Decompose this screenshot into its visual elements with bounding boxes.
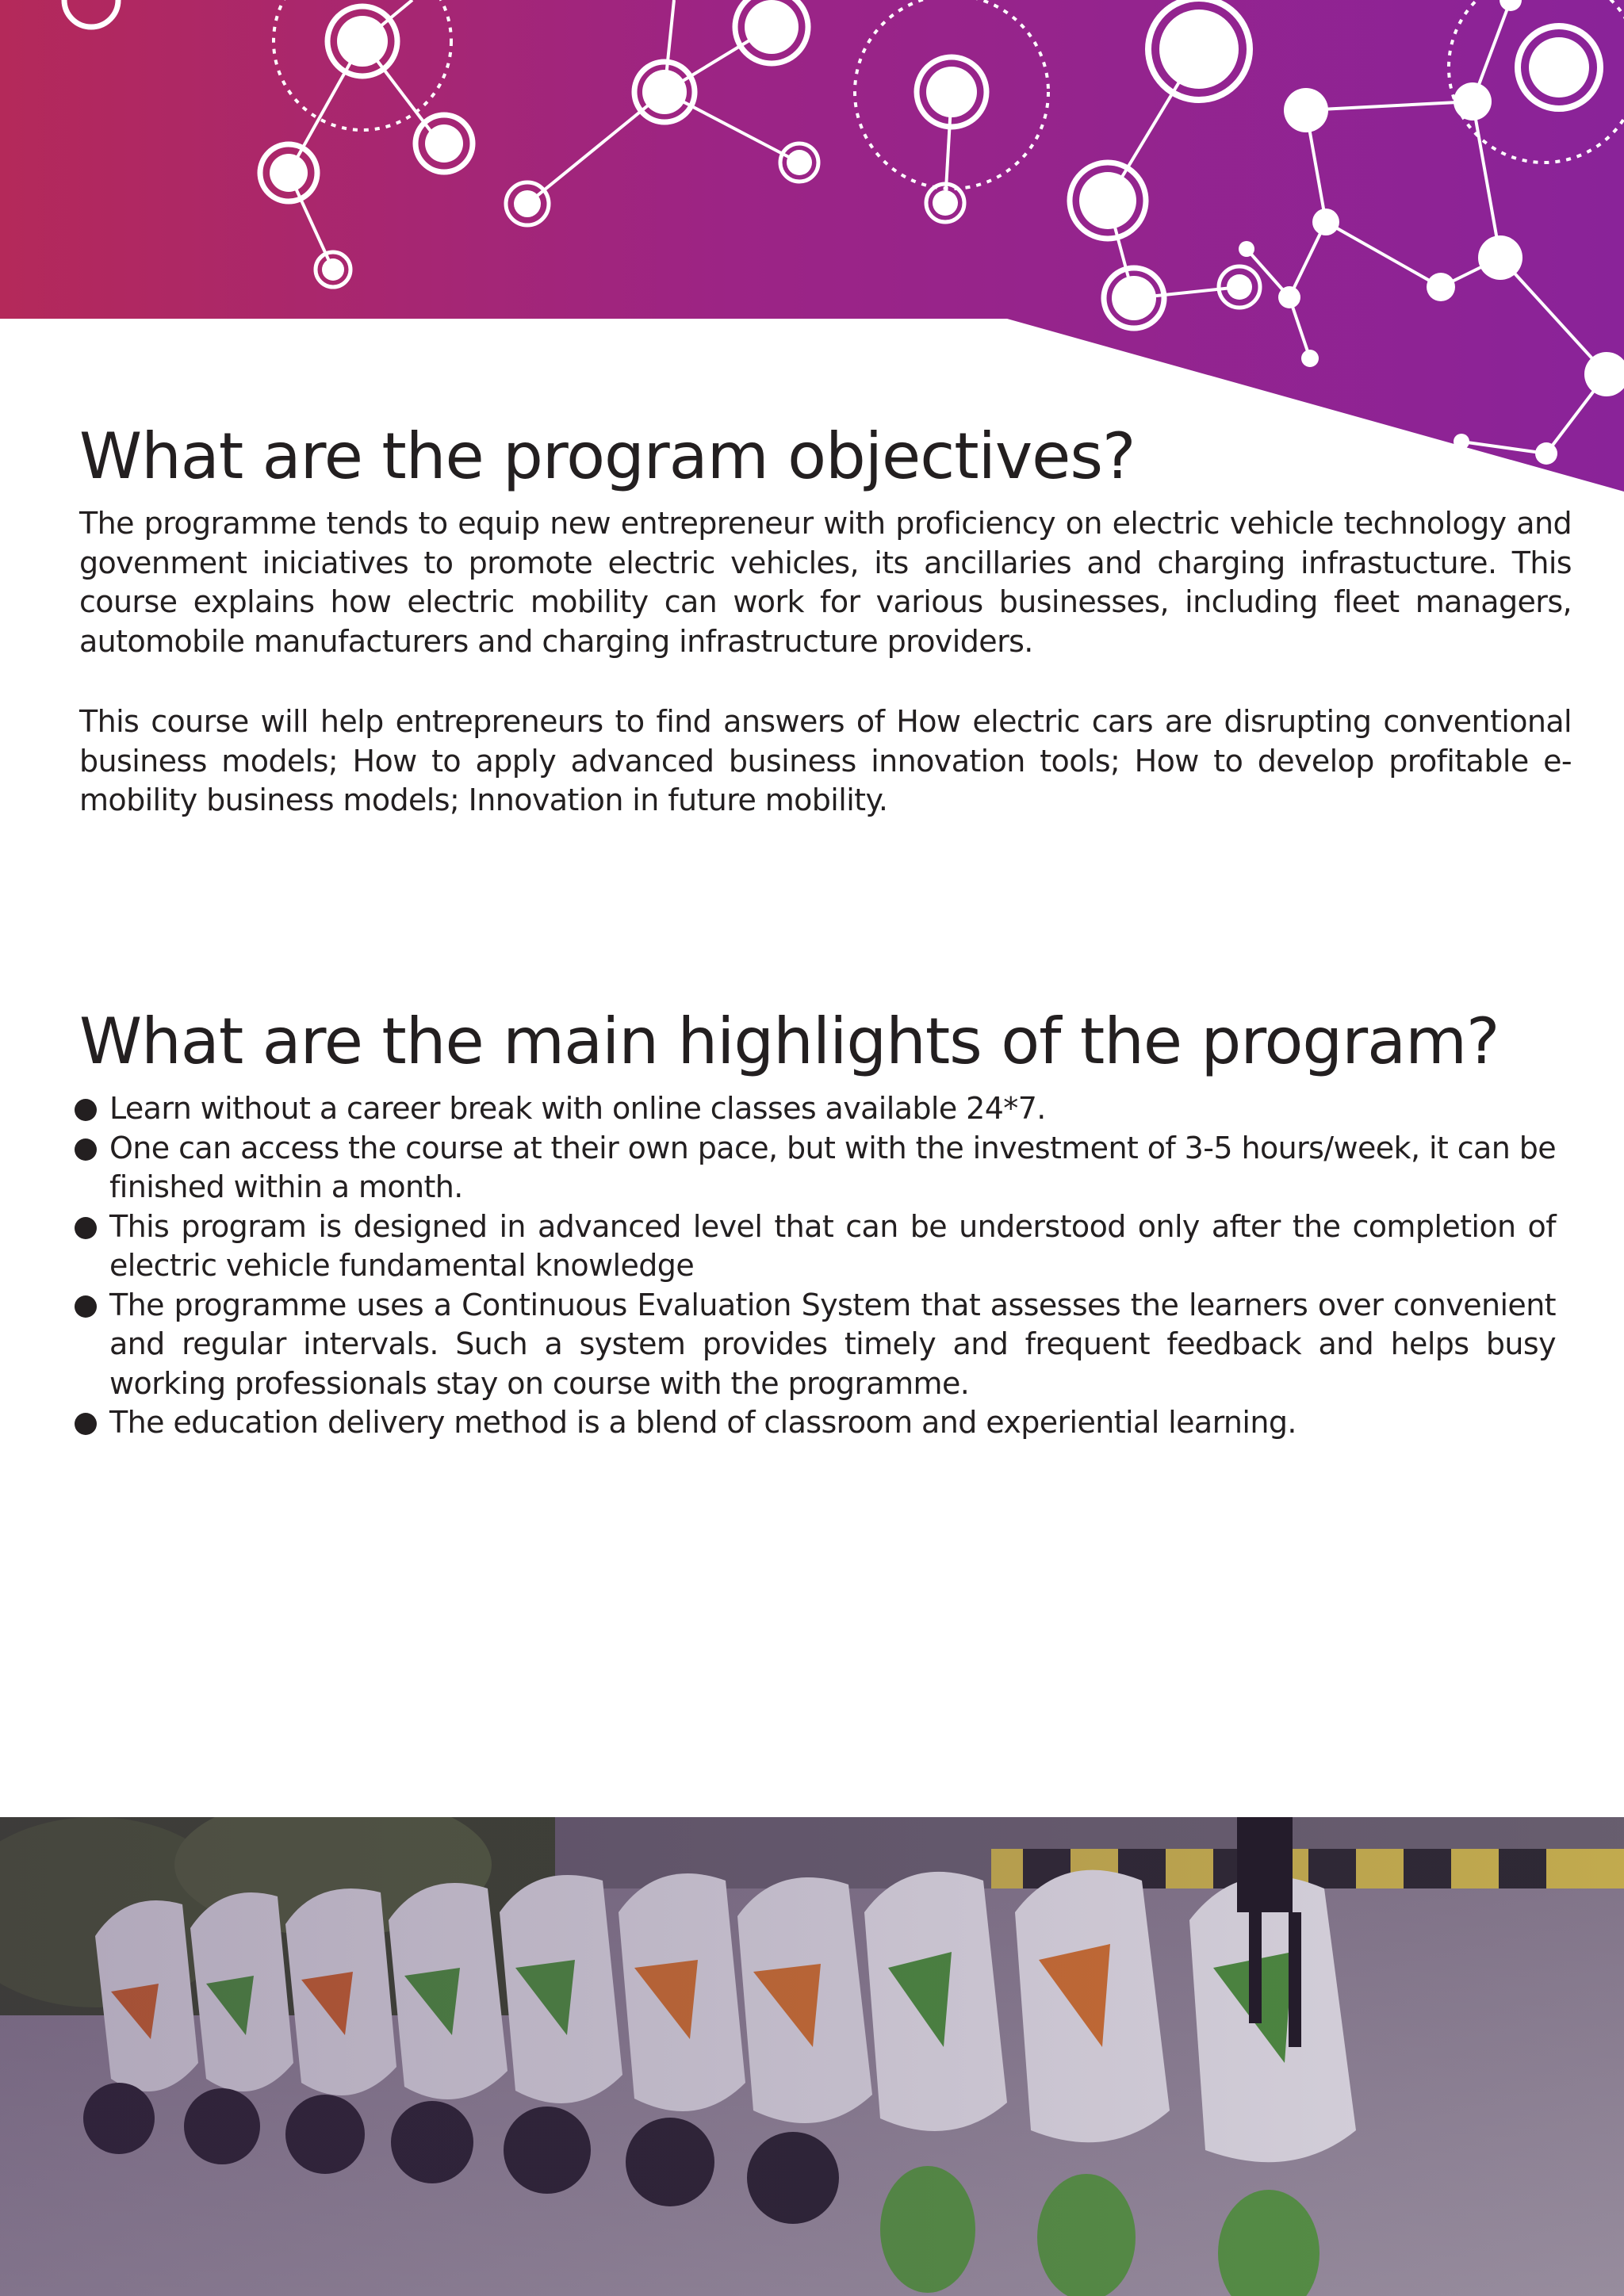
- list-item: [73, 1286, 1556, 1404]
- bullet-dot-icon: [75, 1295, 97, 1318]
- objectives-paragraph: The programme tends to equip new entrepreneur with proficiency on electric vehicle technology and govenment iniciatives to promote electric vehicles, its ancillaries and charging infrastucture. This course explains how electric mobility can work for various businesses, including fleet managers, automobile manufacturers and charging infrastructure providers.: [79, 506, 1572, 659]
- bullet-dot-icon: [75, 1217, 97, 1239]
- list-item: [73, 1089, 1556, 1129]
- header-banner: [0, 0, 1624, 492]
- list-item: [73, 1403, 1556, 1443]
- list-item-text: The education delivery method is a blend of classroom and experiential learning.: [109, 1405, 1297, 1440]
- list-item: [73, 1129, 1556, 1207]
- scooter-photo: [0, 1817, 1624, 2296]
- bullet-dot-icon: [75, 1413, 97, 1435]
- banner-background: [0, 0, 1624, 492]
- bullet-dot-icon: [75, 1099, 97, 1121]
- highlights-heading: What are the main highlights of the program?: [79, 1004, 1500, 1078]
- objectives-heading: What are the program objectives?: [79, 419, 1136, 493]
- list-item-text: Learn without a career break with online classes available 24*7.: [109, 1091, 1046, 1126]
- objectives-paragraph: This course will help entrepreneurs to find answers of How electric cars are disrupting conventional business models; How to apply advanced business innovation tools; How to develop profitable e-mobility business models; Innovation in future mobility.: [79, 704, 1572, 817]
- list-item-text: This program is designed in advanced level that can be understood only after the completion of electric vehicle fundamental knowledge: [109, 1208, 1556, 1283]
- highlights-list: [73, 1089, 1556, 1443]
- list-item-text: One can access the course at their own pace, but with the investment of 3-5 hours/week, it can be finished within a month.: [109, 1130, 1556, 1204]
- list-item-text: The programme uses a Continuous Evaluation System that assesses the learners over convenient and regular intervals. Such a system provides timely and frequent feedback and helps busy working professionals stay on course with the programme.: [109, 1287, 1556, 1401]
- bullet-dot-icon: [75, 1138, 97, 1161]
- list-item: [73, 1207, 1556, 1286]
